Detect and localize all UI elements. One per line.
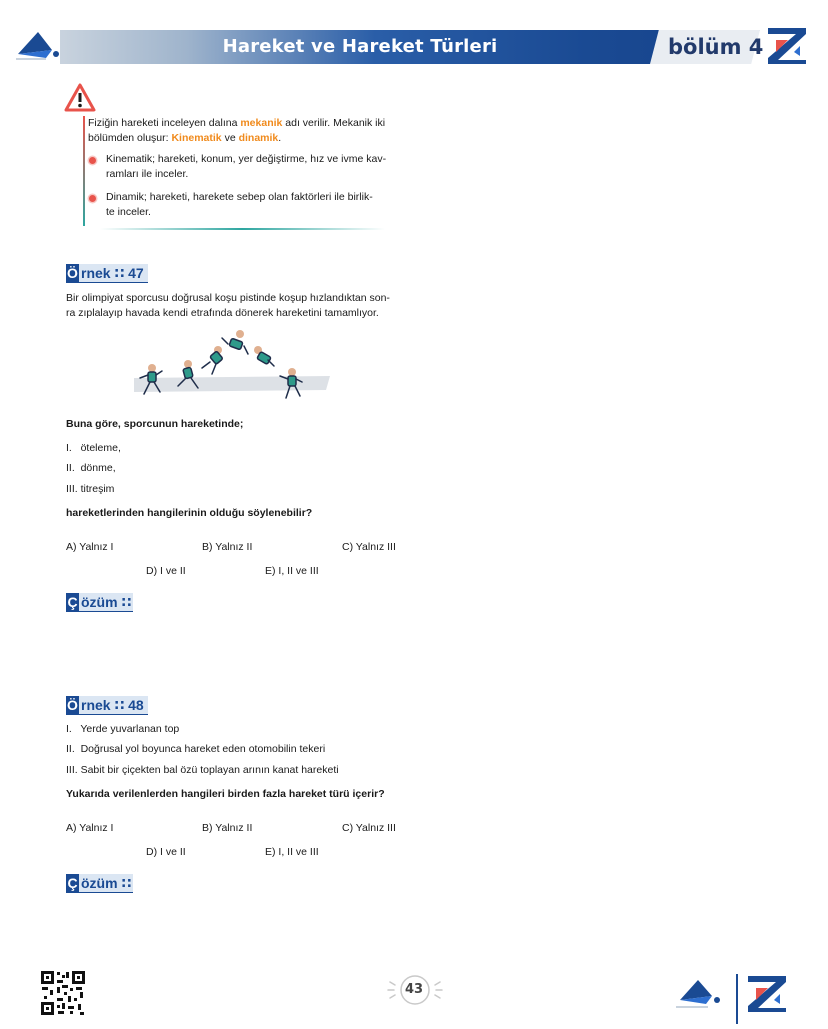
- question-48-prompt: Yukarıda verilenlerden hangileri birden fazla hareket türü içerir?: [66, 788, 385, 800]
- question-47-stem: Buna göre, sporcunun hareketinde;: [66, 418, 244, 430]
- term-kinematik: Kinematik: [171, 132, 222, 144]
- option-b[interactable]: B) Yalnız II: [202, 541, 253, 553]
- bullet-kinematik: [106, 152, 406, 182]
- bullet-icon: [89, 195, 96, 202]
- footer-brand-logo: [676, 968, 794, 1026]
- bullet1-line2: ramları ile inceler.: [106, 168, 189, 180]
- example-label-text: rnek ∷ 47: [81, 265, 144, 281]
- solution-label: [66, 874, 133, 893]
- athlete-illustration: [130, 326, 335, 404]
- bullet-icon: [89, 157, 96, 164]
- qr-code-icon[interactable]: [40, 970, 86, 1016]
- solution-label-initial: Ç: [67, 594, 78, 610]
- intro-text-5: .: [278, 132, 282, 144]
- solution-label-initial: Ç: [67, 875, 78, 891]
- list-item: I. Yerde yuvarlanan top: [66, 723, 180, 735]
- example-48-label: [66, 696, 148, 715]
- z-logo-icon: [766, 26, 808, 66]
- intro-text-4: ve: [221, 132, 239, 144]
- intro-text: Fiziğin hareketi inceleyen dalına: [88, 117, 241, 129]
- bullet2-line2: te inceler.: [106, 206, 151, 218]
- list-item: II. Doğrusal yol boyunca hareket eden otomobilin tekeri: [66, 743, 326, 755]
- brand-arrow-logo: [16, 28, 60, 62]
- solution-label-text: özüm ∷: [81, 594, 132, 610]
- question-47-prompt: hareketlerinden hangilerinin olduğu söylenebilir?: [66, 507, 313, 519]
- text-line: Bir olimpiyat sporcusu doğrusal koşu pistinde koşup hızlandıktan son-: [66, 292, 390, 304]
- option-c[interactable]: C) Yalnız III: [342, 822, 396, 834]
- list-item: II. dönme,: [66, 462, 116, 474]
- list-item: I. öteleme,: [66, 442, 121, 454]
- list-item: III. titreşim: [66, 483, 115, 495]
- solution-label-text: özüm ∷: [81, 875, 132, 891]
- info-intro: [88, 116, 400, 146]
- option-b[interactable]: B) Yalnız II: [202, 822, 253, 834]
- option-e[interactable]: E) I, II ve III: [265, 565, 319, 577]
- page-title: Hareket ve Hareket Türleri: [222, 36, 498, 57]
- warning-icon: [64, 82, 96, 114]
- page-number: 43: [404, 982, 424, 997]
- term-dinamik: dinamik: [238, 132, 279, 144]
- term-mekanik: mekanik: [240, 117, 283, 129]
- option-c[interactable]: C) Yalnız III: [342, 541, 396, 553]
- bullet1-line1: Kinematik; hareketi, konum, yer değiştirme, hız ve ivme kav-: [106, 153, 387, 165]
- intro-text-2: adı verilir. Mekanik iki: [282, 117, 386, 129]
- bullet2-line1: Dinamik; hareketi, harekete sebep olan faktörleri ile birlik-: [106, 191, 373, 203]
- intro-text-3: bölümden oluşur:: [88, 132, 172, 144]
- option-a[interactable]: A) Yalnız I: [66, 541, 114, 553]
- list-item: III. Sabit bir çiçekten bal özü toplayan arının kanat hareketi: [66, 764, 339, 776]
- section-label: bölüm 4: [668, 35, 764, 59]
- option-e[interactable]: E) I, II ve III: [265, 846, 319, 858]
- info-box-bottom-line: [100, 228, 385, 230]
- text-line: ra zıplalayıp havada kendi etrafında dönerek hareketini tamamlıyor.: [66, 307, 379, 319]
- bullet-dinamik: [106, 190, 406, 220]
- info-box-accent-line: [83, 116, 85, 226]
- example-label-text: rnek ∷ 48: [81, 697, 144, 713]
- example-label-initial: Ö: [67, 697, 78, 713]
- option-d[interactable]: D) I ve II: [146, 846, 186, 858]
- example-47-label: [66, 264, 148, 283]
- solution-label: [66, 593, 133, 612]
- example-label-initial: Ö: [67, 265, 78, 281]
- option-d[interactable]: D) I ve II: [146, 565, 186, 577]
- option-a[interactable]: A) Yalnız I: [66, 822, 114, 834]
- example-47-text: [66, 291, 406, 321]
